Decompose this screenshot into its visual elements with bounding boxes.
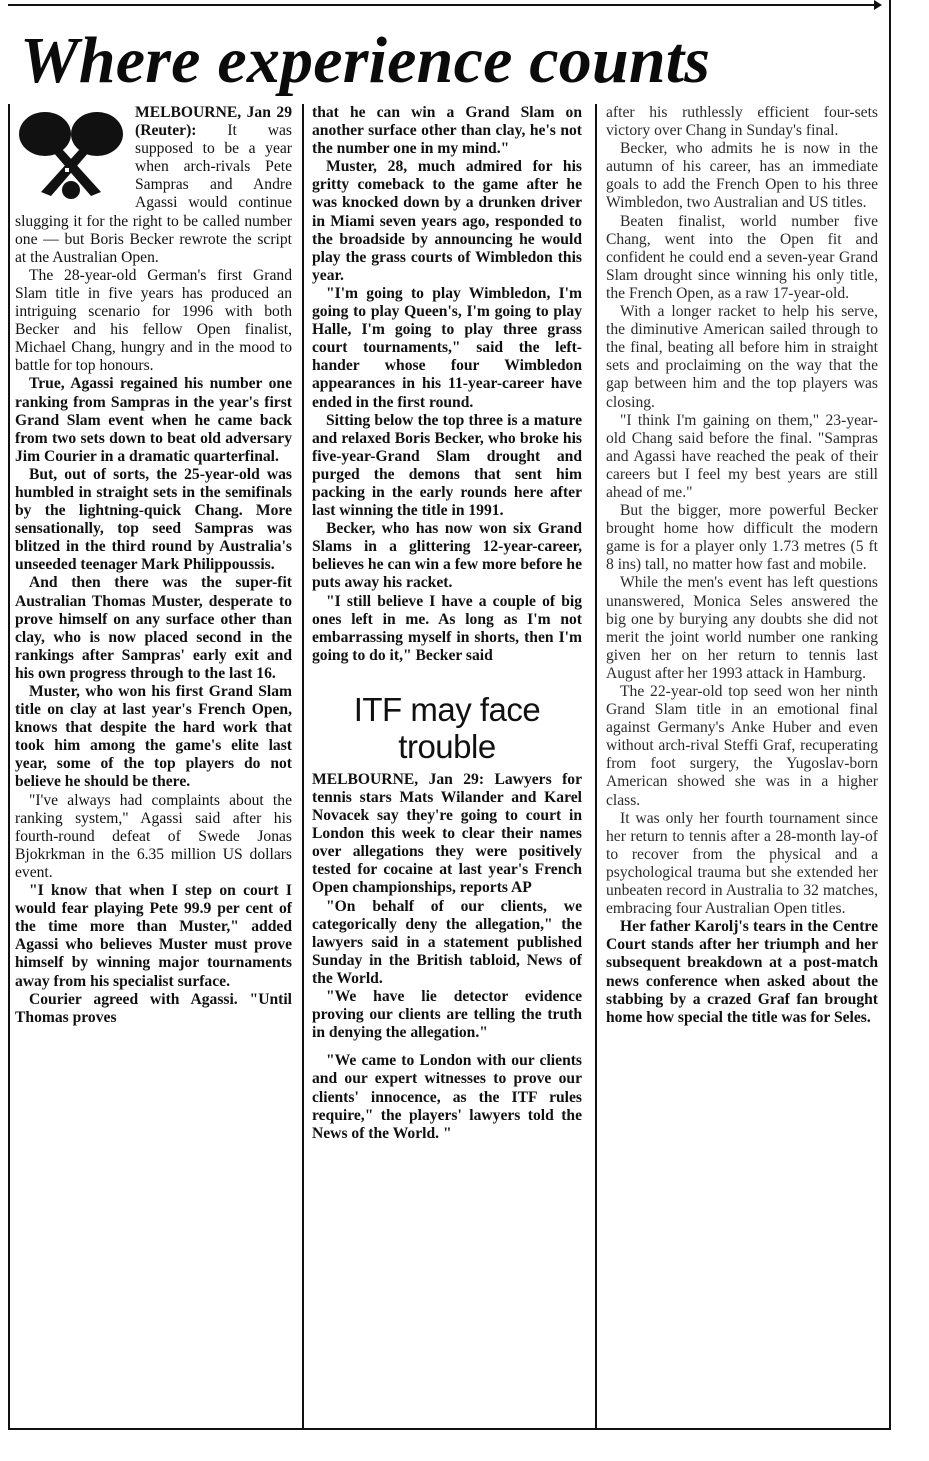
col1-paragraph-6: Muster, who won his first Grand Slam title on clay at last year's French Open, knows that despite the hard work that took him among the game's elite last year, some of the top players do not believe he should be there. xyxy=(15,683,292,791)
top-border-rule xyxy=(8,4,876,6)
sub-dateline: MELBOURNE, Jan 29: xyxy=(312,770,485,788)
col3-paragraph-10: Her father Karolj's tears in the Centre Court stands after her triumph and her subsequent breakdown at a post-match news conference when asked about the stabbing by a crazed Graf fan brought home how special the title was for Seles. xyxy=(606,918,878,1026)
col1-paragraph-8: "I know that when I step on court I would fear playing Pete 99.9 per cent of the time more than Muster," added Agassi who believes Muster must prove himself by winning major tournaments away from his specialist surface. xyxy=(15,882,292,990)
col3-paragraph-1: after his ruthlessly efficient four-sets victory over Chang in Sunday's final. xyxy=(606,104,878,140)
col3-paragraph-4: With a longer racket to help his serve, the diminutive American sailed through to the final, beating all before him in straight sets and proclaiming on the way that the gap between him and the top players was closing. xyxy=(606,303,878,411)
col3-paragraph-6: But the bigger, more powerful Becker brought home how difficult the modern game is for a player only 1.73 metres (5 ft 8 ins) tall, no matter how fast and mobile. xyxy=(606,502,878,574)
left-border-rule xyxy=(8,104,10,1430)
dateline: MELBOURNE, Jan 29 (Reuter): xyxy=(135,104,292,140)
col1-paragraph-2: The 28-year-old German's first Grand Slam title in five years has produced an intriguing scenario for 1996 with both Becker and his fellow Open finalist, Michael Chang, hungry and in the mood to battle for top honours. xyxy=(15,266,292,375)
col2-paragraph-1: that he can win a Grand Slam on another surface other than clay, he's not the number one in my mind." xyxy=(312,104,582,158)
col2-sub-paragraph-2: "On behalf of our clients, we categorically deny the allegation," the lawyers said in a statement published Sunday in the British tabloid, News of the World. xyxy=(312,897,582,987)
col1-paragraph-5: And then there was the super-fit Australian Thomas Muster, desperate to prove himself on any surface other than clay, who is now placed second in the rankings after Sampras' early exit and his own progress through to the last 16. xyxy=(15,574,292,682)
col3-paragraph-5: "I think I'm gaining on them," 23-year-old Chang said before the final. "Sampras and Agassi have reached the peak of their careers but I feel my best years are still ahead of me." xyxy=(606,411,878,501)
crossed-tennis-rackets-icon xyxy=(15,108,127,202)
bottom-border-rule xyxy=(8,1428,891,1430)
col3-paragraph-9: It was only her fourth tournament since her return to tennis after a 28-month lay-of to recover from the physical and a psychological trauma but she extended her unbeaten record in Australia to 32 matches, embracing four Australian Open titles. xyxy=(606,809,878,918)
col3-paragraph-7: While the men's event has left questions unanswered, Monica Seles answered the big one by burying any doubts she did not merit the joint world number one ranking given her on her return to tennis last August after her 1993 attack in Hamburg. xyxy=(606,574,878,682)
col2-sub-paragraph-1 xyxy=(312,771,582,898)
col3-paragraph-8: The 22-year-old top seed won her ninth Grand Slam title in an emotional final against Germany's Anke Huber and even without arch-rival Steffi Graf, recuperating from foot surgery, the Yugoslav-born American showed she was in a higher class. xyxy=(606,683,878,809)
col1-paragraph-9: Courier agreed with Agassi. "Until Thomas proves xyxy=(15,990,292,1026)
headline: Where experience counts xyxy=(20,24,711,97)
col2-sub-text-1: Lawyers for tennis stars Mats Wilander and Karel Novacek say they're going to court in London this week to clear their names over allegations they were positively tested for cocaine at last year's French Open championships, reports AP xyxy=(312,770,582,897)
column-divider-1 xyxy=(302,104,304,1430)
col1-text-1: It was supposed to be a year when arch-rivals Pete Sampras and Andre Agassi would continue slugging it for the right to be called number one — but Boris Becker rewrote the script at the Australian Open. xyxy=(15,122,292,266)
col2-sub-paragraph-4: "We came to London with our clients and our expert witnesses to prove our clients' innocence, as the ITF rules require," the players' lawyers told the News of the World. " xyxy=(312,1052,582,1142)
sub-headline: ITF may face trouble xyxy=(353,690,541,765)
col1-paragraph-4: But, out of sorts, the 25-year-old was humbled in straight sets in the semifinals by the lightning-quick Chang. More sensationally, top seed Sampras was blitzed in the third round by Australia's unseeded teenager Mark Philippoussis. xyxy=(15,465,292,574)
right-border-rule xyxy=(889,0,891,1430)
col2-sub-paragraph-3: "We have lie detector evidence proving our clients are telling the truth in denying the allegation." xyxy=(312,988,582,1042)
article-column-1 xyxy=(15,104,292,1426)
col2-paragraph-3: "I'm going to play Wimbledon, I'm going to play Queen's, I'm going to play Halle, I'm going to play three grass court tournaments," said the left-hander whose four Wimbledon appearances in his 11-year-career have ended in the first round. xyxy=(312,284,582,411)
col1-paragraph-7: "I've always had complaints about the ranking system," Agassi said after his fourth-round defeat of Swede Jonas Bjokrkman in the 6.35 million US dollars event. xyxy=(15,791,292,881)
col2-paragraph-6: "I still believe I have a couple of big ones left in me. As long as I'm not embarrassing myself in shorts, then I'm going to do it," Becker said xyxy=(312,592,582,664)
top-border-arrow xyxy=(874,0,882,10)
col3-paragraph-3: Beaten finalist, world number five Chang, went into the Open fit and confident he could end a seven-year Grand Slam drought since winning his only title, the French Open, as a raw 17-year-old. xyxy=(606,212,878,302)
article-column-3 xyxy=(606,104,878,1426)
col3-paragraph-2: Becker, who admits he is now in the autumn of his career, has an immediate goals to add the French Open to his three Wimbledon, two Australian and US titles. xyxy=(606,140,878,212)
col2-paragraph-2: Muster, 28, much admired for his gritty comeback to the game after he was knocked down by a drunken driver in Miami seven years ago, responded to the broadside by announcing he would play the grass courts of Wimbledon this year. xyxy=(312,158,582,284)
col1-paragraph-3: True, Agassi regained his number one ranking from Sampras in the year's first Grand Slam event when he came back from two sets down to beat old adversary Jim Courier in a dramatic quarterfinal. xyxy=(15,375,292,465)
col2-paragraph-5: Becker, who has now won six Grand Slams in a glittering 12-year-career, believes he can win a few more before he puts away his racket. xyxy=(312,520,582,592)
column-divider-2 xyxy=(595,104,597,1430)
article-column-2 xyxy=(312,104,582,1426)
col2-paragraph-4: Sitting below the top three is a mature and relaxed Boris Becker, who broke his five-year-Grand Slam drought and purged the demons that sent him packing in the early rounds here after last winning the title in 1991. xyxy=(312,411,582,520)
